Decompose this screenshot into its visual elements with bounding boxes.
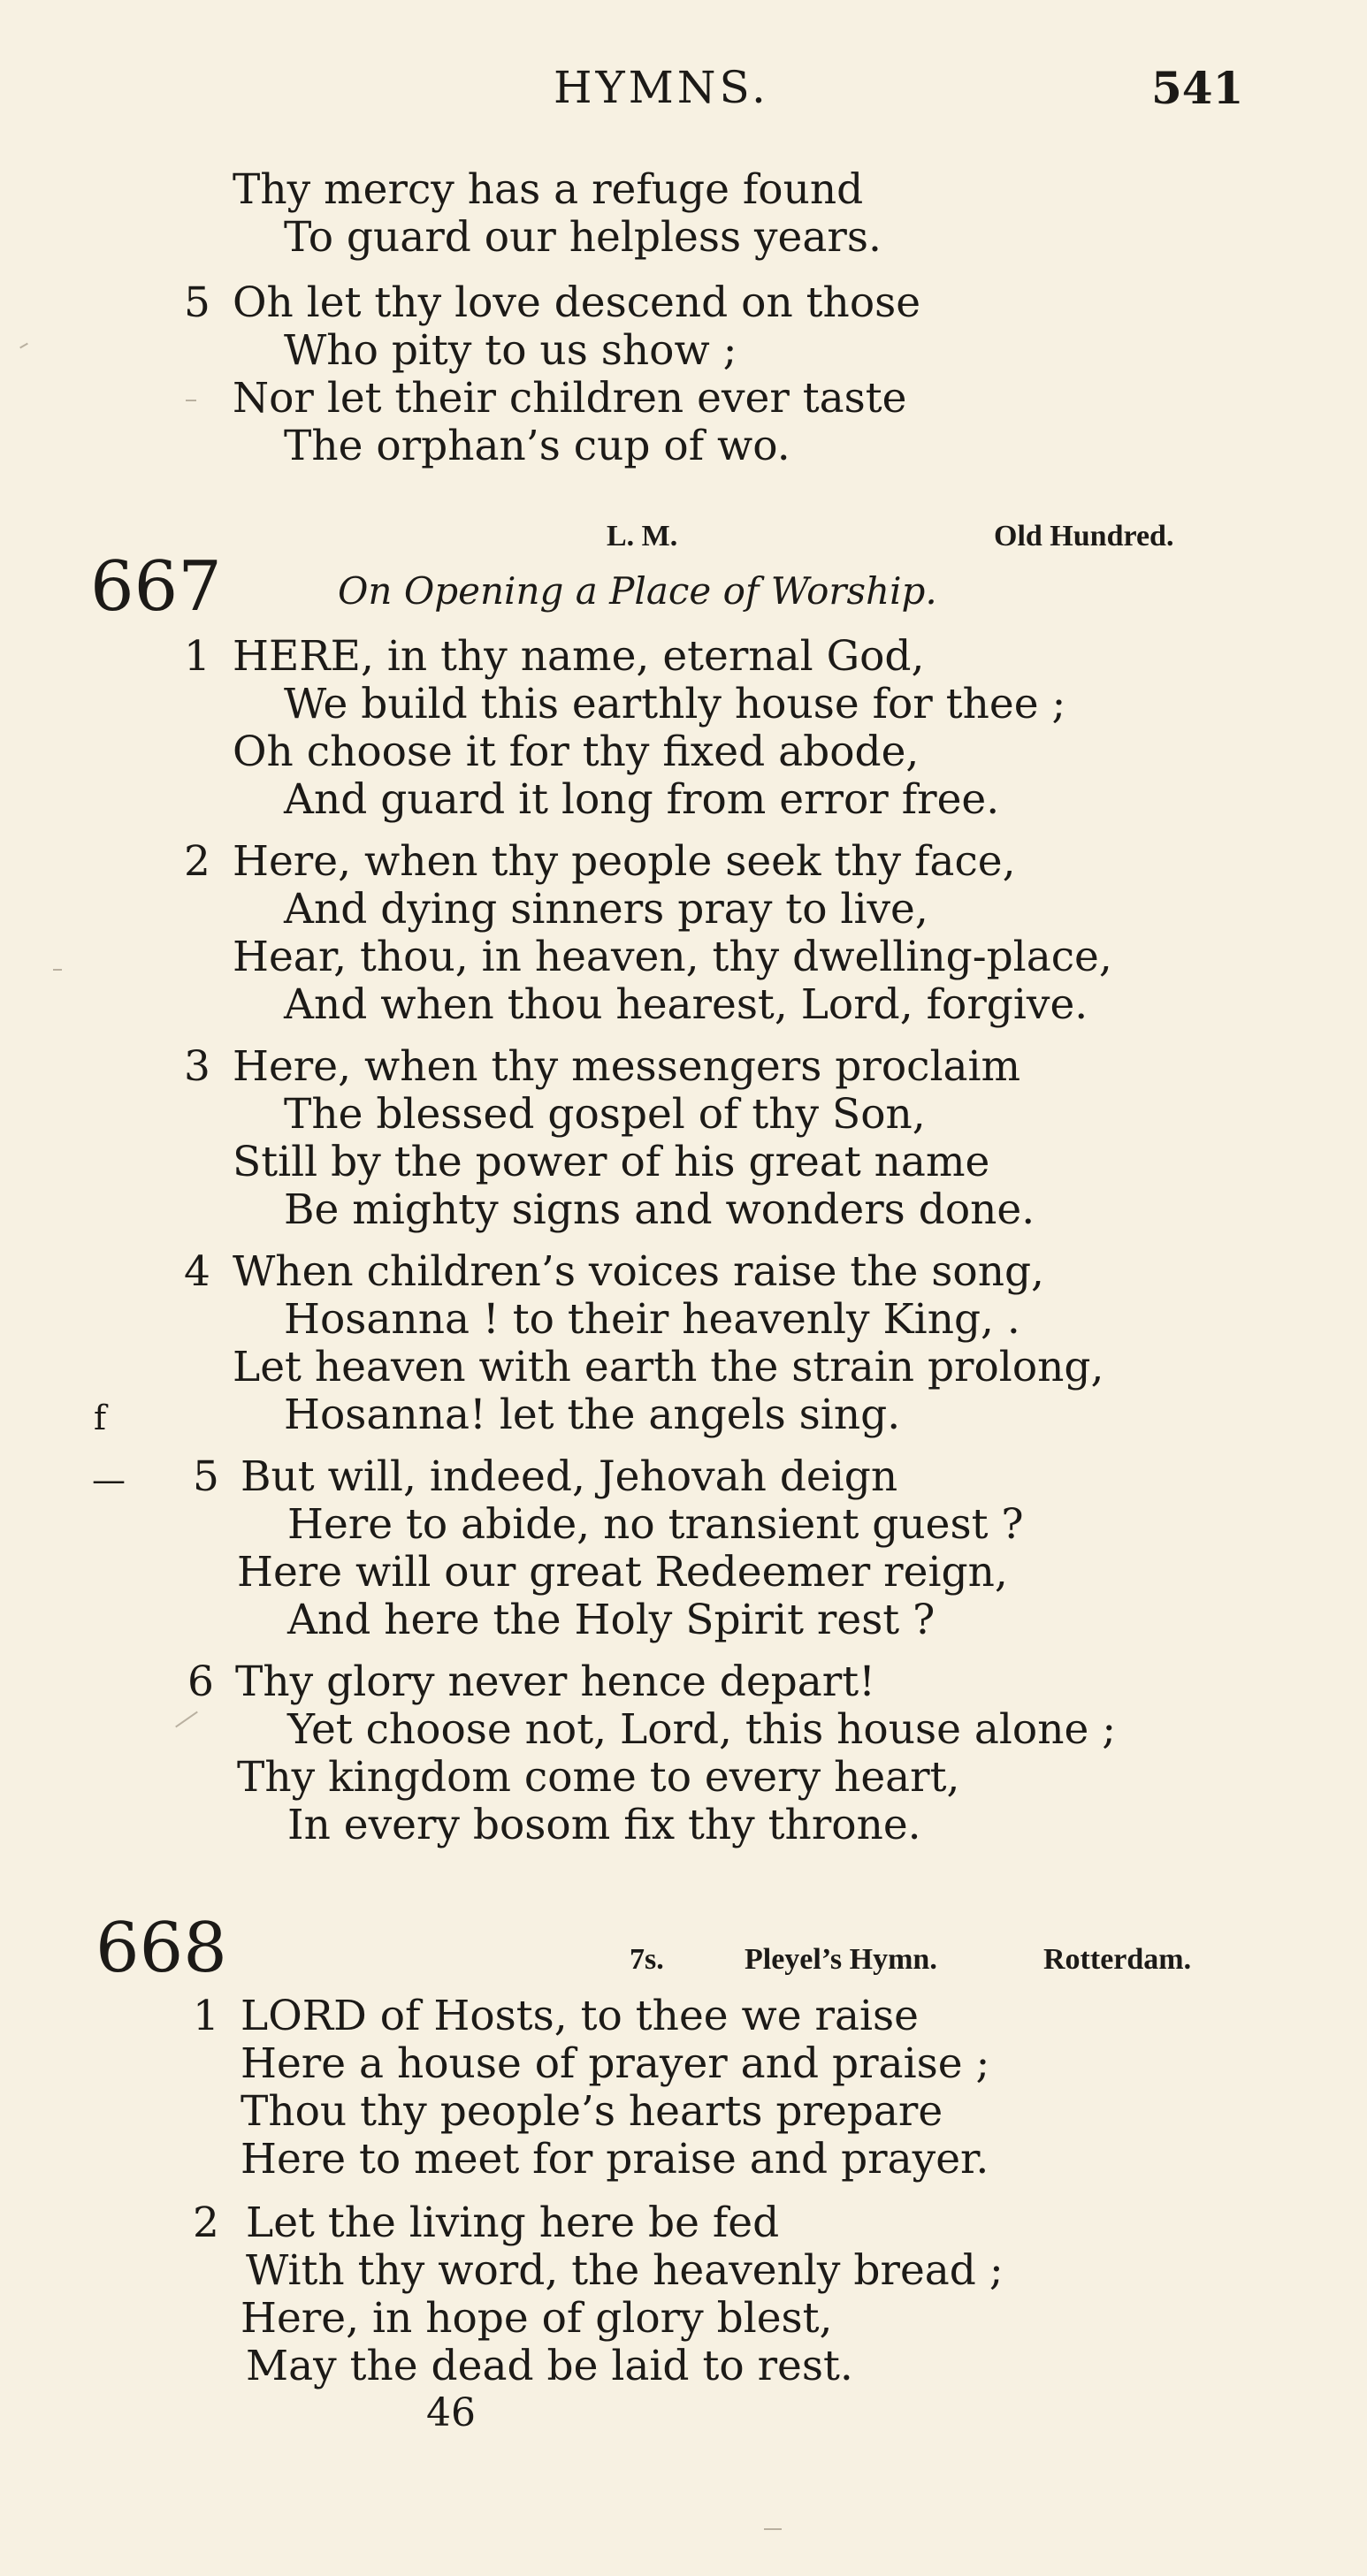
verse-number: 5 bbox=[184, 278, 210, 327]
verse-line: Thou thy people’s hearts prepare bbox=[241, 2087, 943, 2136]
running-header-title: HYMNS. bbox=[554, 62, 769, 113]
page-number: 541 bbox=[1151, 62, 1244, 114]
verse-line: Hosanna ! to their heavenly King, . bbox=[284, 1295, 1020, 1344]
continuation-line: Thy mercy has a refuge found bbox=[233, 165, 864, 214]
verse-line: In every bosom fix thy throne. bbox=[287, 1801, 921, 1849]
hymn-meter: L. M. bbox=[607, 520, 678, 553]
verse-line: Who pity to us show ; bbox=[284, 326, 737, 375]
verse-number: 6 bbox=[187, 1658, 214, 1706]
verse-number: 3 bbox=[184, 1042, 210, 1091]
verse-line: Thy kingdom come to every heart, bbox=[237, 1753, 960, 1802]
paper-speck bbox=[764, 2528, 782, 2530]
verse-line: And dying sinners pray to live, bbox=[284, 885, 928, 934]
verse-line: Here, when thy messengers proclaim bbox=[233, 1042, 1021, 1091]
paper-speck bbox=[19, 343, 28, 349]
verse-line: We build this earthly house for thee ; bbox=[284, 680, 1066, 728]
verse-line: Be mighty signs and wonders done. bbox=[284, 1185, 1035, 1234]
hymn-number: 667 bbox=[90, 547, 222, 627]
verse-line: The blessed gospel of thy Son, bbox=[284, 1090, 926, 1139]
hymn-occasion: On Opening a Place of Worship. bbox=[338, 569, 937, 613]
verse-line: LORD of Hosts, to thee we raise bbox=[241, 1992, 919, 2040]
verse-line: And here the Holy Spirit rest ? bbox=[287, 1596, 936, 1644]
verse-line: Oh let thy love descend on those bbox=[233, 278, 921, 327]
verse-line: Here a house of prayer and praise ; bbox=[241, 2039, 990, 2088]
hymn-tune-alternate: Rotterdam. bbox=[1043, 1943, 1192, 1976]
verse-line: HERE, in thy name, eternal God, bbox=[233, 632, 925, 681]
verse-number: 2 bbox=[184, 837, 210, 886]
hymn-number: 668 bbox=[95, 1909, 227, 1988]
verse-line: Still by the power of his great name bbox=[233, 1138, 990, 1186]
verse-line: Hear, thou, in heaven, thy dwelling-place, bbox=[233, 933, 1112, 981]
hymn-meter: 7s. bbox=[630, 1943, 664, 1976]
verse-line: Here, when thy people seek thy face, bbox=[233, 837, 1016, 886]
verse-number: 2 bbox=[193, 2199, 219, 2247]
verse-line: Hosanna! let the angels sing. bbox=[284, 1391, 901, 1439]
verse-number: 4 bbox=[184, 1247, 210, 1296]
verse-line: And when thou hearest, Lord, forgive. bbox=[284, 980, 1088, 1029]
verse-line: Here to abide, no transient guest ? bbox=[287, 1500, 1024, 1549]
hymn-tune: Old Hundred. bbox=[994, 520, 1174, 553]
verse-line: Let heaven with earth the strain prolong, bbox=[233, 1343, 1104, 1391]
paper-speck bbox=[175, 1711, 198, 1728]
verse-line: The orphan’s cup of wo. bbox=[284, 422, 790, 470]
forte-dynamic-mark: f bbox=[94, 1399, 107, 1437]
verse-number: 1 bbox=[193, 1992, 219, 2040]
dash-mark: — bbox=[92, 1460, 126, 1499]
signature-mark: 46 bbox=[426, 2390, 476, 2435]
paper-speck bbox=[53, 969, 62, 971]
verse-line: When children’s voices raise the song, bbox=[233, 1247, 1044, 1296]
verse-line: Here to meet for praise and prayer. bbox=[241, 2135, 989, 2184]
verse-line: May the dead be laid to rest. bbox=[246, 2342, 853, 2390]
verse-line: Here, in hope of glory blest, bbox=[241, 2294, 833, 2343]
verse-line: With thy word, the heavenly bread ; bbox=[246, 2246, 1004, 2295]
verse-line: Nor let their children ever taste bbox=[233, 374, 907, 423]
verse-number: 1 bbox=[184, 632, 210, 681]
verse-line: Let the living here be fed bbox=[246, 2199, 780, 2247]
verse-line: Yet choose not, Lord, this house alone ; bbox=[287, 1705, 1117, 1754]
verse-line: But will, indeed, Jehovah deign bbox=[241, 1452, 898, 1501]
verse-line: Thy glory never hence depart! bbox=[235, 1658, 876, 1706]
paper-speck bbox=[186, 400, 196, 401]
verse-line: And guard it long from error free. bbox=[284, 775, 1000, 824]
verse-number: 5 bbox=[193, 1452, 219, 1501]
verse-line: Here will our great Redeemer reign, bbox=[237, 1548, 1008, 1597]
verse-line: Oh choose it for thy fixed abode, bbox=[233, 728, 920, 776]
continuation-line: To guard our helpless years. bbox=[284, 213, 882, 262]
hymn-tune: Pleyel’s Hymn. bbox=[745, 1943, 937, 1976]
